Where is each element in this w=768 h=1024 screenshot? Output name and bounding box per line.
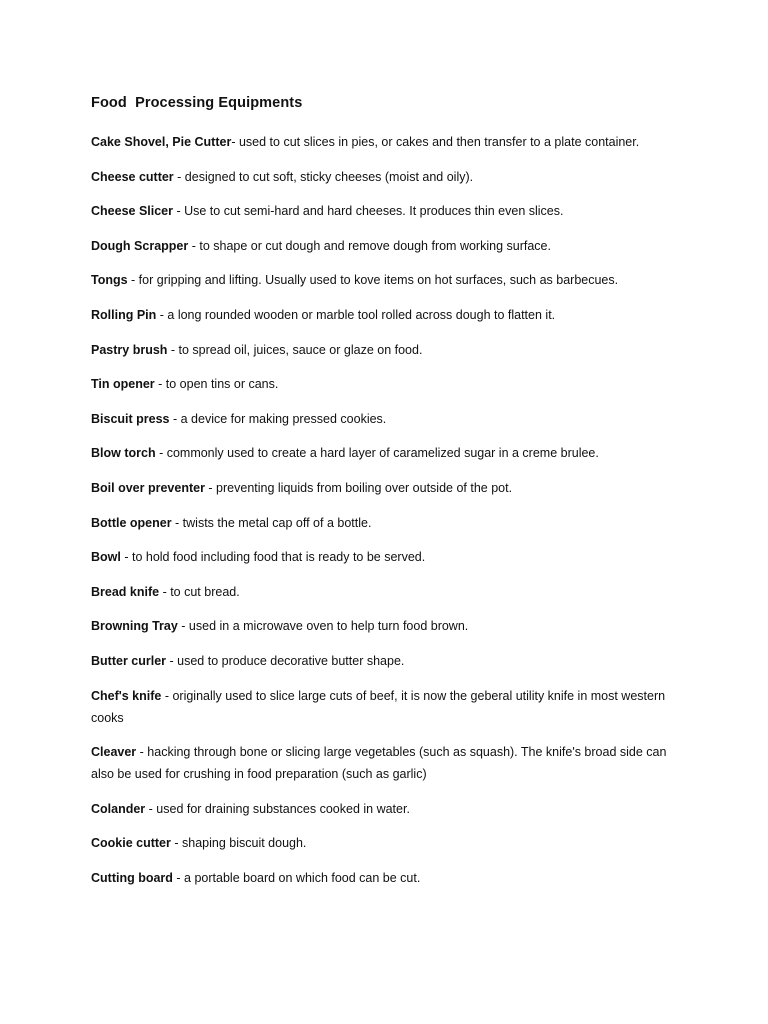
equipment-definition: - used to cut slices in pies, or cakes and then transfer to a plate container. [231,135,640,149]
list-item [91,373,681,395]
equipment-definition: - to spread oil, juices, sauce or glaze on food. [167,342,423,357]
equipment-definition: - a portable board on which food can be cut. [172,870,421,885]
equipment-term: Cake Shovel, Pie Cutter [91,135,232,149]
equipment-definition: - twists the metal cap off of a bottle. [171,515,372,530]
list-item [91,546,681,568]
equipment-definition: - designed to cut soft, sticky cheeses (moist and oily). [173,169,474,184]
equipment-term: Blow torch [91,446,156,461]
equipment-term: Dough Scrapper [91,238,189,253]
equipment-term: Cookie cutter [91,836,171,851]
equipment-term: Rolling Pin [91,307,157,322]
equipment-term: Biscuit press [91,411,170,426]
equipment-term: Boil over preventer [91,480,205,495]
document-title: Food Processing Equipments [91,95,303,111]
equipment-definition: - hacking through bone or slicing large vegetables (such as squash). The knife's broad side can also be used for crushing in food preparation (such as garlic) [91,745,667,782]
equipment-definition: - used in a microwave oven to help turn food brown. [177,619,469,634]
equipment-definition: - for gripping and lifting. Usually used to kove items on hot surfaces, such as barbecues. [127,273,619,288]
equipment-term: Bowl [91,550,121,565]
equipment-definition: - to cut bread. [159,584,240,599]
list-item [91,442,681,464]
equipment-definition: - to open tins or cans. [154,377,279,392]
equipment-definition: - originally used to slice large cuts of beef, it is now the geberal utility knife in most western cooks [91,688,666,725]
equipment-definition: - a device for making pressed cookies. [169,411,387,426]
equipment-definition: - shaping biscuit dough. [170,836,307,851]
list-item [91,512,681,534]
equipment-term: Cheese cutter [91,169,174,184]
equipment-term: Bottle opener [91,515,172,530]
equipment-term: Chef's knife [91,688,162,703]
equipment-term: Cheese Slicer [91,204,173,219]
list-item [91,339,681,361]
list-item [91,200,681,222]
equipment-definition: - a long rounded wooden or marble tool rolled across dough to flatten it. [156,307,556,322]
list-item [91,832,681,854]
list-item [91,798,681,820]
equipment-term: Tongs [91,273,128,288]
equipment-term: Butter curler [91,653,167,668]
list-item [91,867,681,889]
list-item [91,685,681,729]
list-item [91,650,681,672]
equipment-definition: - preventing liquids from boiling over outside of the pot. [204,480,513,495]
list-item [91,477,681,499]
list-item [91,235,681,257]
equipment-term: Cutting board [91,870,173,885]
equipment-definition: - to hold food including food that is ready to be served. [120,550,426,565]
list-item [91,741,681,785]
equipment-definition: - commonly used to create a hard layer of caramelized sugar in a creme brulee. [155,446,599,461]
equipment-term: Colander [91,801,146,816]
equipment-term: Browning Tray [91,619,178,634]
equipment-term: Bread knife [91,584,160,599]
list-item [91,615,681,637]
equipment-term: Tin opener [91,377,155,392]
list-item [91,166,681,188]
equipment-definition: - Use to cut semi-hard and hard cheeses. It produces thin even slices. [173,204,564,219]
equipment-list [91,131,681,901]
equipment-definition: - to shape or cut dough and remove dough from working surface. [188,238,551,253]
list-item [91,408,681,430]
list-item [91,269,681,291]
equipment-term: Pastry brush [91,342,168,357]
list-item [91,304,681,326]
equipment-term: Cleaver [91,745,137,760]
equipment-definition: - used to produce decorative butter shape. [166,653,405,668]
list-item [91,131,681,153]
list-item [91,581,681,603]
equipment-definition: - used for draining substances cooked in water. [145,801,410,816]
